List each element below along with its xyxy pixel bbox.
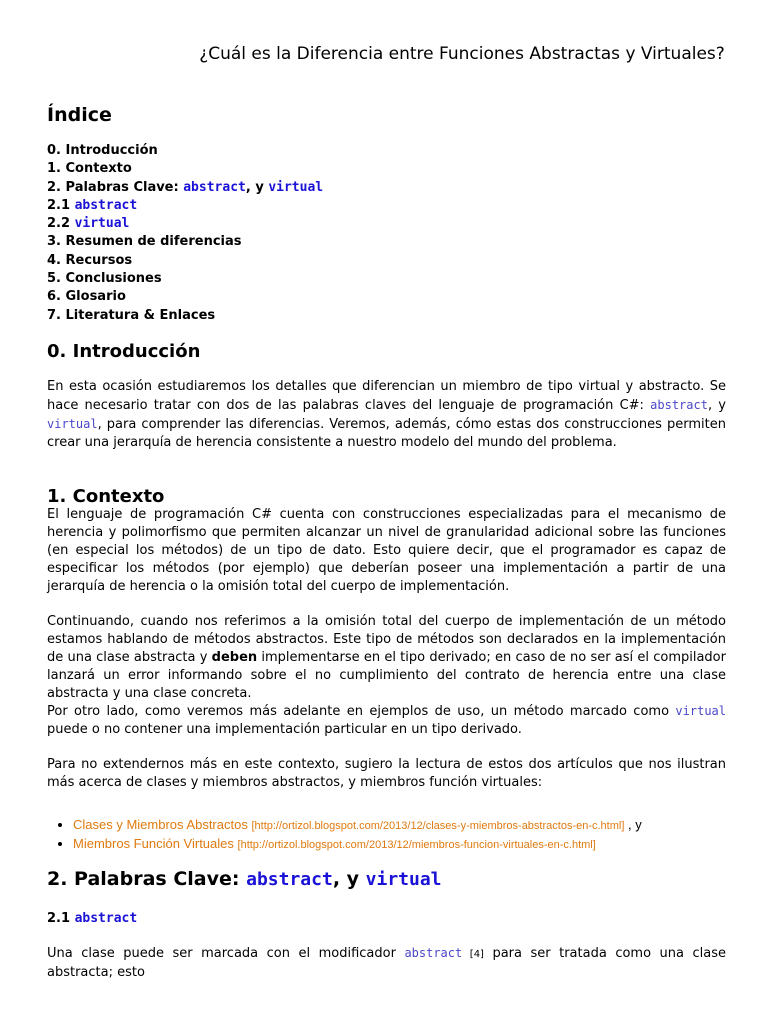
toc-item-introduccion[interactable]: [47, 142, 323, 160]
document-title: ¿Cuál es la Diferencia entre Funciones Abstractas y Virtuales?: [199, 44, 725, 64]
code-abstract: abstract: [650, 398, 708, 412]
toc-item-label: 4. Recursos: [47, 252, 133, 268]
code-abstract: abstract: [74, 911, 138, 926]
code-abstract: abstract: [404, 946, 463, 960]
toc-item-literatura[interactable]: [47, 307, 323, 325]
toc-item-virtual[interactable]: [47, 215, 323, 233]
toc-item-palabras-clave[interactable]: [47, 179, 323, 197]
link-url: [http://ortizol.blogspot.com/2013/12/clases-y-miembros-abstractos-en-c.html]: [251, 820, 625, 832]
toc-heading: Índice: [47, 104, 112, 126]
toc-item-label: 3. Resumen de diferencias: [47, 234, 242, 250]
bold-deben: deben: [211, 650, 258, 665]
toc-item-conclusiones[interactable]: [47, 270, 323, 288]
code-virtual: virtual: [675, 704, 726, 718]
text-run: Por otro lado, como veremos más adelante en ejemplos de uso, un método marcado como: [47, 704, 676, 719]
list-item: [73, 816, 642, 835]
toc-item-abstract[interactable]: [47, 197, 323, 215]
toc-item-label: 2.1: [47, 197, 75, 213]
contexto-paragraph-4: Para no extendernos más en este contexto, sugiero la lectura de estos dos artículos que nos ilustran más acerca de clases y miembros abstractos, y miembros función virtuales:: [47, 757, 726, 790]
toc-item-label: 5. Conclusiones: [47, 271, 162, 287]
toc-item-label: 2. Palabras Clave:: [47, 179, 184, 195]
toc-item-sep: , y: [245, 179, 269, 195]
toc-item-label: 1. Contexto: [47, 161, 132, 177]
toc-item-label: 0. Introducción: [47, 143, 158, 158]
toc-item-label: 6. Glosario: [47, 289, 126, 305]
toc-item-glosario[interactable]: [47, 288, 323, 306]
toc-code-virtual: virtual: [74, 216, 130, 232]
reference-marker[interactable]: [4]: [462, 949, 484, 960]
table-of-contents: [47, 142, 323, 325]
toc-item-label: 2.2: [47, 216, 75, 232]
toc-item-resumen[interactable]: [47, 233, 323, 251]
code-abstract: abstract: [246, 869, 333, 890]
heading-sep: , y: [332, 868, 366, 890]
list-item: [73, 835, 642, 854]
heading-text: 2. Palabras Clave:: [47, 868, 247, 890]
article-links-list: [55, 816, 642, 854]
toc-item-contexto[interactable]: [47, 160, 323, 178]
toc-item-recursos[interactable]: [47, 252, 323, 270]
section-heading-introduccion: 0. Introducción: [47, 341, 201, 362]
toc-code-abstract: abstract: [74, 197, 138, 213]
abstract-paragraph: [47, 944, 726, 982]
section-heading-contexto: 1. Contexto: [47, 486, 165, 507]
code-virtual: virtual: [47, 417, 98, 431]
toc-code-virtual: virtual: [268, 179, 324, 195]
heading-text: 2.1: [47, 911, 75, 926]
text-run: puede o no contener una implementación particular en un tipo derivado.: [47, 722, 522, 737]
link-miembros-funcion-virtuales[interactable]: Miembros Función Virtuales: [73, 836, 234, 851]
text-run: Una clase puede ser marcada con el modificador: [47, 946, 405, 961]
text-run: , para comprender las diferencias. Veremos, además, cómo estas dos construcciones permiten crear una jerarquía de herencia consistente a nuestro modelo del mundo del problema.: [47, 417, 726, 450]
contexto-paragraph-2: [47, 613, 726, 703]
intro-paragraph: [47, 378, 726, 452]
text-run: , y: [707, 398, 726, 413]
toc-code-abstract: abstract: [183, 179, 246, 195]
text-run: En esta ocasión estudiaremos los detalles que diferencian un miembro de tipo virtual y abstracto. Se hace necesario tratar con dos de las palabras claves del lenguaje de programación C#:: [47, 379, 726, 413]
contexto-paragraph-3: [47, 702, 726, 739]
section-heading-palabras-clave: [47, 868, 442, 890]
contexto-paragraph-1: El lenguaje de programación C# cuenta con construcciones especializadas para el mecanismo de herencia y polimorfismo que permiten alcanzar un nivel de granularidad adicional sobre las funciones (en especial los métodos) de un tipo de dato. Esto quiere decir, que el programador es capaz de especificar los métodos (por ejemplo) que deberían poseer una implementación a partir de una jerarquía de herencia o la omisión total del cuerpo de implementación.: [47, 507, 726, 594]
text-run: Continuando, cuando nos referimos a la omisión total del cuerpo de implementación de un método estamos hablando de métodos abstractos. Este tipo de métodos son declarados en la implementación de una clase abstracta y: [47, 614, 726, 665]
subsection-heading-abstract: [47, 911, 137, 926]
text-run: implementarse en el tipo derivado; en caso de no ser así el compilador lanzará un error informando sobre el no cumplimiento del contrato de herencia entre una clase abstracta y una clase concreta.: [47, 650, 726, 701]
link-suffix: , y: [624, 817, 642, 832]
link-clases-miembros-abstractos[interactable]: Clases y Miembros Abstractos: [73, 817, 248, 832]
text-run: para ser tratada como una clase abstracta; esto: [47, 946, 726, 980]
code-virtual: virtual: [365, 869, 442, 890]
toc-item-label: 7. Literatura & Enlaces: [47, 307, 216, 323]
link-url: [http://ortizol.blogspot.com/2013/12/miembros-funcion-virtuales-en-c.html]: [237, 839, 596, 851]
